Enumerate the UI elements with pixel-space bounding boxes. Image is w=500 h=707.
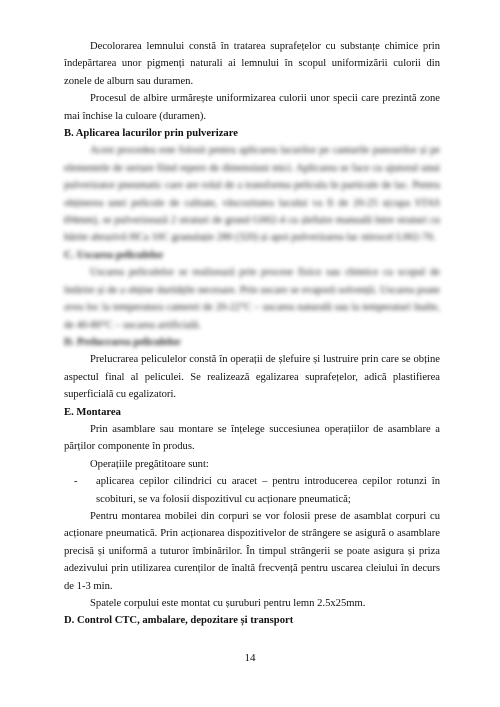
section-heading: D. Prelucrarea peliculelor [64,336,181,348]
paragraph: Prin asamblare sau montare se înțelege succesiunea operațiilor de asamblare a părților componente în produs. [64,423,440,453]
paragraph: Acest procedeu este folosit pentru aplicarea lacurilor pe canturile panourilor și pe elementele de sertare fiind repere de dimensiuni mici. Aplicarea se face cu ajutorul unui pulverizator pneumatic care are rolul de a transforma pelicula în particule de lac. Pentru obținerea unei pelicule de calitate, vâscozitatea lacului va fi de 20-25 s(cupa STAS Ø4mm), se pulverizează 2 straturi de grund G002-4 cu șlefuire manuală între straturi cu hârtie abrazivă HCa 10C granulație 280 (320) și apoi pulverizarea lac nitrocel L002-70. [64,145,440,244]
list-item [64,473,440,508]
section-heading: C. Uscarea peliculelor [64,249,164,261]
section-heading: E. Montarea [64,406,121,418]
list-marker: - [74,476,78,488]
paragraph: Uscarea peliculelor se realizează prin procese fizice sau chimice cu scopul de întărire și de a obține duritățile necesare. Prin uscare se evaporă solvenții. Uscarea poate avea loc la temperatura camerei de 20-22°C – uscarea naturală sau la temperaturi înalte, de 40-80°C – uscarea artificială. [64,267,440,331]
section-heading: B. Aplicarea lacurilor prin pulverizare [64,128,238,140]
section-heading: D. Control CTC, ambalare, depozitare și transport [64,615,294,627]
paragraph: Operațiile pregătitoare sunt: [90,458,209,470]
paragraph: Decolorarea lemnului constă în tratarea suprafețelor cu substanțe chimice prin îndepărtarea unor pigmenți naturali ai lemnului în scopul uniformizării culorii din zonele de alburn sau duramen. [64,41,440,87]
page-number: 14 [244,652,256,664]
page-body [64,38,440,630]
paragraph: Spatele corpului este montat cu șuruburi pentru lemn 2.5x25mm. [90,598,366,609]
list-item-text: aplicarea cepilor cilindrici cu aracet – pentru introducerea cepilor rotunzi în scobituri, se va folosii dispozitivul cu acționare pneumatică; [96,476,440,505]
paragraph: Procesul de albire urmărește uniformizarea culorii unor specii care prezintă zone mai închise la culoare (duramen). [64,93,440,122]
paragraph: Pentru montarea mobilei din corpuri se vor folosii prese de asamblat corpuri cu acționare pneumatică. Prin acționarea dispozitivelor de strângere se asigură o asamblare precisă și uniformă a tuturor îmbinărilor. În timpul strângerii se poate asigura și priza adezivului prin utilizarea curenților de înaltă frecvență pentru uscarea cleiului în decurs de 1-3 min. [64,510,440,592]
paragraph: Prelucrarea peliculelor constă în operații de șlefuire și lustruire prin care se obține aspectul final al peliculei. Se realizează egalizarea suprafețelor, adică plastifierea superficială cu egalizatori. [64,354,440,401]
